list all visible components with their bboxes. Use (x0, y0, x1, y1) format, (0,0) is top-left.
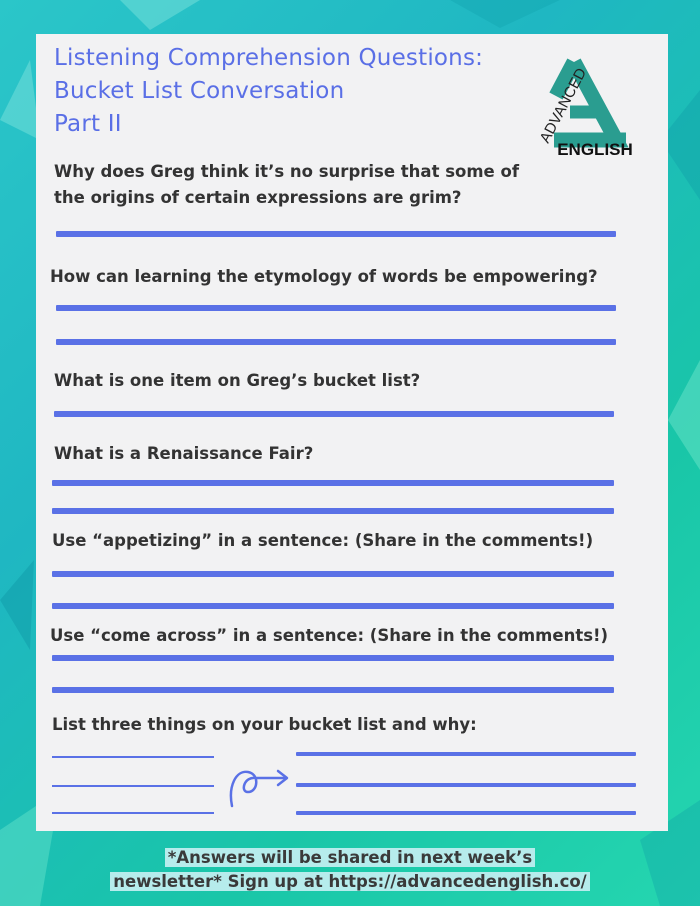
bucket-list-line-left[interactable] (52, 785, 214, 787)
answer-line[interactable] (54, 411, 614, 417)
logo-wordmark: ENGLISH (557, 140, 633, 159)
question-2: How can learning the etymology of words be empowering? (50, 267, 598, 286)
question-4: What is a Renaissance Fair? (54, 444, 314, 463)
question-1-line-2: the origins of certain expressions are grim? (54, 188, 462, 207)
title-line-3: Part II (54, 111, 122, 137)
answer-line[interactable] (52, 571, 614, 577)
answer-line[interactable] (52, 480, 614, 486)
question-6: Use “come across” in a sentence: (Share in the comments!) (50, 626, 609, 645)
answer-line[interactable] (56, 339, 616, 345)
logo-arc-text: ADVANCED (536, 65, 591, 146)
bucket-list-line-right[interactable] (296, 811, 636, 815)
worksheet (36, 34, 668, 831)
answer-line[interactable] (52, 655, 614, 661)
title-line-1: Listening Comprehension Questions: (54, 45, 484, 71)
bucket-list-line-right[interactable] (296, 752, 636, 756)
answer-line[interactable] (52, 508, 614, 514)
title-line-2: Bucket List Conversation (54, 78, 345, 104)
footer-line-2[interactable]: newsletter* Sign up at https://advancedenglish.co/ (110, 872, 589, 891)
worksheet-title (54, 42, 483, 141)
answer-line[interactable] (52, 687, 614, 693)
bucket-list-line-left[interactable] (52, 812, 214, 814)
bucket-list-line-left[interactable] (52, 756, 214, 758)
question-1-line-1: Why does Greg think it’s no surprise that some of (54, 162, 519, 181)
question-3: What is one item on Greg’s bucket list? (54, 371, 421, 390)
answer-line[interactable] (52, 603, 614, 609)
answer-line[interactable] (56, 305, 616, 311)
question-1 (54, 159, 519, 211)
curly-arrow-icon (226, 756, 296, 810)
footer-line-1: *Answers will be shared in next week’s (165, 848, 535, 867)
question-7: List three things on your bucket list and why: (52, 715, 477, 734)
footer-note (0, 846, 700, 894)
question-5: Use “appetizing” in a sentence: (Share in the comments!) (52, 531, 594, 550)
bucket-list-line-right[interactable] (296, 783, 636, 787)
answer-line[interactable] (56, 231, 616, 237)
